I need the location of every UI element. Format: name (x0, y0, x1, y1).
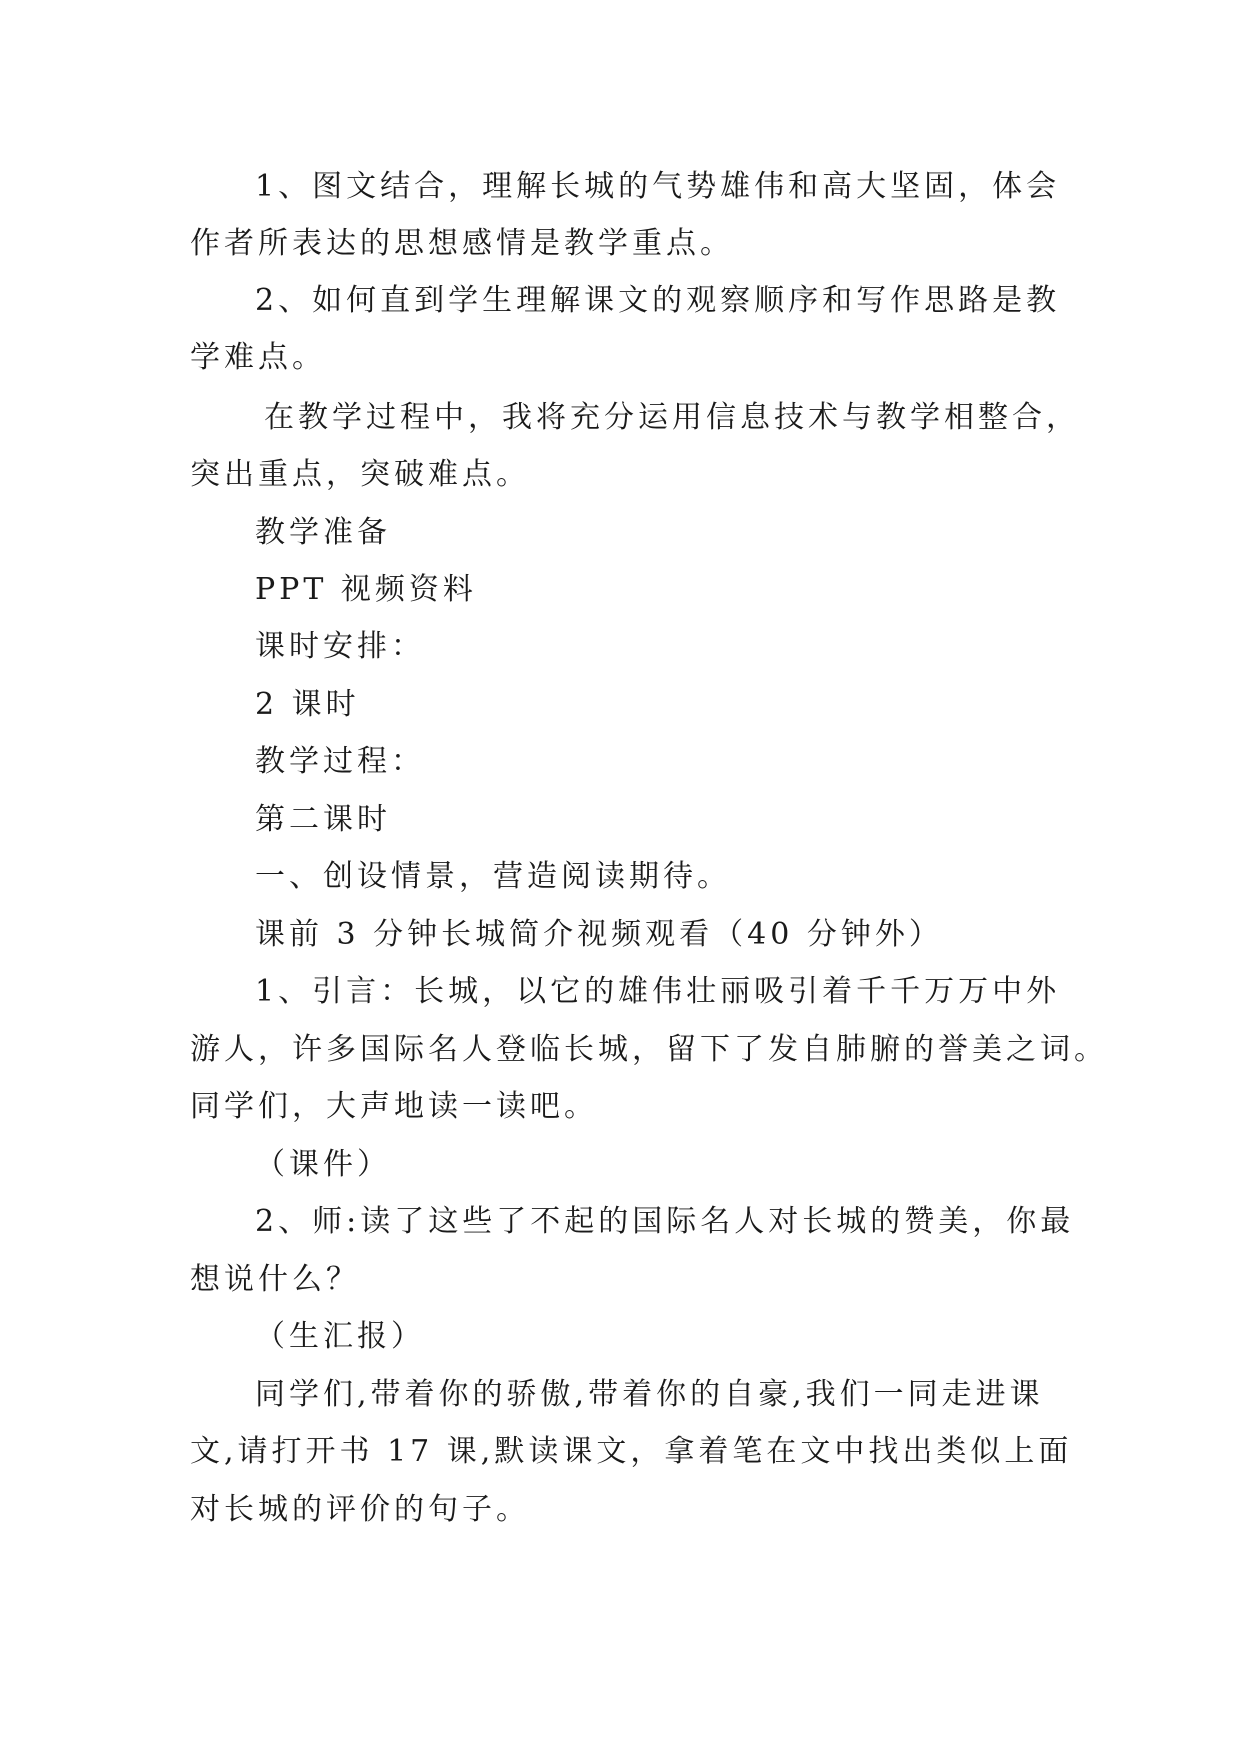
paragraph-line: 2、师:读了这些了不起的国际名人对长城的赞美，你最 (255, 1204, 1075, 1239)
paragraph-line: 对长城的评价的句子。 (190, 1492, 530, 1527)
section-heading: 教学准备 (255, 515, 391, 550)
paragraph-line: （生汇报） (255, 1319, 425, 1354)
paragraph-line: 想说什么？ (190, 1262, 360, 1297)
paragraph-line: 1、引言：长城，以它的雄伟壮丽吸引着千千万万中外 (255, 974, 1061, 1009)
section-heading: 教学过程： (255, 744, 425, 779)
paragraph-line: 一、创设情景，营造阅读期待。 (255, 859, 731, 894)
section-heading: 课时安排： (255, 629, 425, 664)
paragraph-line: 1、图文结合，理解长城的气势雄伟和高大坚固，体会 (255, 169, 1061, 204)
paragraph-line: 同学们，大声地读一读吧。 (190, 1089, 598, 1124)
paragraph-line: PPT 视频资料 (255, 572, 477, 607)
paragraph-line: 2 课时 (255, 687, 360, 722)
paragraph-line: 学难点。 (190, 340, 326, 375)
paragraph-line: 游人，许多国际名人登临长城，留下了发自肺腑的誉美之词。 (190, 1032, 1108, 1067)
section-heading: 第二课时 (255, 802, 391, 837)
paragraph-line: 同学们,带着你的骄傲,带着你的自豪,我们一同走进课 (255, 1377, 1044, 1412)
paragraph-line: 2、如何直到学生理解课文的观察顺序和写作思路是教 (255, 283, 1061, 318)
paragraph-line: 在教学过程中，我将充分运用信息技术与教学相整合， (264, 400, 1080, 435)
paragraph-line: （课件） (255, 1147, 391, 1182)
paragraph-line: 文,请打开书 17 课,默读课文，拿着笔在文中找出类似上面 (190, 1434, 1073, 1469)
paragraph-line: 突出重点，突破难点。 (190, 457, 530, 492)
paragraph-line: 作者所表达的思想感情是教学重点。 (190, 226, 734, 261)
paragraph-line: 课前 3 分钟长城简介视频观看（40 分钟外） (255, 917, 943, 952)
